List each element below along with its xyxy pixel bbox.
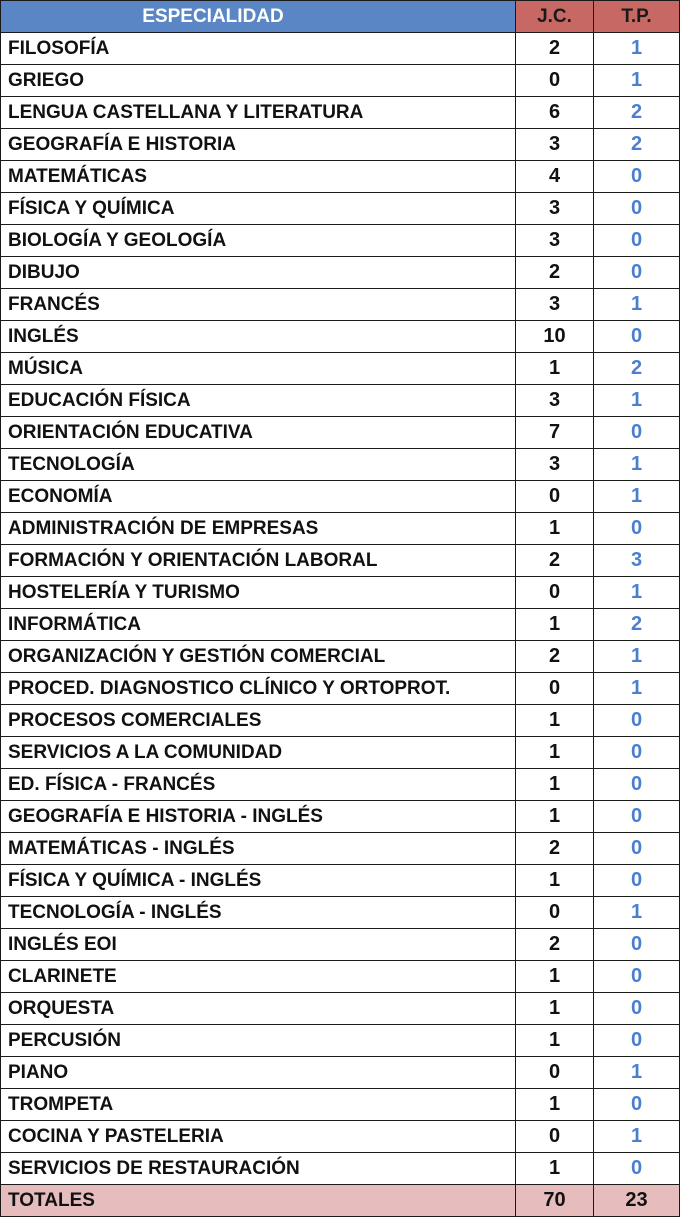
- header-tp: T.P.: [594, 1, 680, 33]
- totals-tp: 23: [594, 1185, 680, 1217]
- row-jc-cell: 1: [516, 737, 594, 769]
- header-especialidad: ESPECIALIDAD: [1, 1, 516, 33]
- row-jc-cell: 1: [516, 1089, 594, 1121]
- totals-jc: 70: [516, 1185, 594, 1217]
- row-name-cell: FORMACIÓN Y ORIENTACIÓN LABORAL: [1, 545, 516, 577]
- table-row: [1, 1025, 680, 1057]
- row-jc-cell: 7: [516, 417, 594, 449]
- row-jc-cell: 1: [516, 801, 594, 833]
- row-name-cell: COCINA Y PASTELERIA: [1, 1121, 516, 1153]
- table-row: [1, 1089, 680, 1121]
- header-jc: J.C.: [516, 1, 594, 33]
- row-tp-cell: 2: [594, 353, 680, 385]
- table-row: [1, 545, 680, 577]
- row-name-cell: TECNOLOGÍA - INGLÉS: [1, 897, 516, 929]
- table-row: [1, 801, 680, 833]
- table-row: [1, 353, 680, 385]
- table-row: [1, 449, 680, 481]
- row-jc-cell: 2: [516, 929, 594, 961]
- row-tp-cell: 1: [594, 1057, 680, 1089]
- row-tp-cell: 1: [594, 641, 680, 673]
- row-jc-cell: 3: [516, 449, 594, 481]
- row-tp-cell: 0: [594, 1153, 680, 1185]
- row-jc-cell: 3: [516, 193, 594, 225]
- row-tp-cell: 0: [594, 513, 680, 545]
- row-name-cell: INGLÉS EOI: [1, 929, 516, 961]
- row-name-cell: ECONOMÍA: [1, 481, 516, 513]
- row-jc-cell: 3: [516, 385, 594, 417]
- row-name-cell: HOSTELERÍA Y TURISMO: [1, 577, 516, 609]
- row-jc-cell: 1: [516, 865, 594, 897]
- row-jc-cell: 6: [516, 97, 594, 129]
- row-tp-cell: 0: [594, 1025, 680, 1057]
- table-row: [1, 929, 680, 961]
- row-name-cell: TECNOLOGÍA: [1, 449, 516, 481]
- row-jc-cell: 0: [516, 577, 594, 609]
- row-name-cell: DIBUJO: [1, 257, 516, 289]
- table-row: [1, 705, 680, 737]
- row-jc-cell: 1: [516, 1025, 594, 1057]
- row-tp-cell: 1: [594, 385, 680, 417]
- row-name-cell: BIOLOGÍA Y GEOLOGÍA: [1, 225, 516, 257]
- row-name-cell: SERVICIOS A LA COMUNIDAD: [1, 737, 516, 769]
- row-jc-cell: 1: [516, 961, 594, 993]
- row-name-cell: MÚSICA: [1, 353, 516, 385]
- row-jc-cell: 2: [516, 257, 594, 289]
- table-row: [1, 225, 680, 257]
- table-row: [1, 1153, 680, 1185]
- table-row: [1, 97, 680, 129]
- table-row: [1, 609, 680, 641]
- row-jc-cell: 0: [516, 1121, 594, 1153]
- row-tp-cell: 0: [594, 321, 680, 353]
- row-name-cell: MATEMÁTICAS: [1, 161, 516, 193]
- row-name-cell: GEOGRAFÍA E HISTORIA - INGLÉS: [1, 801, 516, 833]
- row-tp-cell: 1: [594, 289, 680, 321]
- row-name-cell: LENGUA CASTELLANA Y LITERATURA: [1, 97, 516, 129]
- table-row: [1, 1121, 680, 1153]
- row-tp-cell: 1: [594, 577, 680, 609]
- row-name-cell: PROCED. DIAGNOSTICO CLÍNICO Y ORTOPROT.: [1, 673, 516, 705]
- row-jc-cell: 1: [516, 513, 594, 545]
- row-tp-cell: 0: [594, 1089, 680, 1121]
- row-tp-cell: 0: [594, 801, 680, 833]
- row-tp-cell: 0: [594, 417, 680, 449]
- row-tp-cell: 0: [594, 161, 680, 193]
- totals-row: [1, 1185, 680, 1217]
- row-name-cell: INFORMÁTICA: [1, 609, 516, 641]
- row-tp-cell: 1: [594, 897, 680, 929]
- row-jc-cell: 10: [516, 321, 594, 353]
- table-row: [1, 65, 680, 97]
- row-jc-cell: 1: [516, 993, 594, 1025]
- totals-label: TOTALES: [1, 1185, 516, 1217]
- row-name-cell: CLARINETE: [1, 961, 516, 993]
- row-tp-cell: 1: [594, 65, 680, 97]
- row-tp-cell: 3: [594, 545, 680, 577]
- row-tp-cell: 0: [594, 961, 680, 993]
- row-jc-cell: 0: [516, 897, 594, 929]
- row-name-cell: PERCUSIÓN: [1, 1025, 516, 1057]
- table-row: [1, 577, 680, 609]
- table-row: [1, 641, 680, 673]
- row-name-cell: GRIEGO: [1, 65, 516, 97]
- row-name-cell: FRANCÉS: [1, 289, 516, 321]
- row-tp-cell: 2: [594, 97, 680, 129]
- row-tp-cell: 0: [594, 833, 680, 865]
- row-tp-cell: 0: [594, 225, 680, 257]
- row-jc-cell: 2: [516, 833, 594, 865]
- row-tp-cell: 0: [594, 193, 680, 225]
- table-row: [1, 289, 680, 321]
- row-tp-cell: 1: [594, 449, 680, 481]
- row-name-cell: TROMPETA: [1, 1089, 516, 1121]
- row-jc-cell: 2: [516, 545, 594, 577]
- row-name-cell: GEOGRAFÍA E HISTORIA: [1, 129, 516, 161]
- row-tp-cell: 1: [594, 1121, 680, 1153]
- table-row: [1, 481, 680, 513]
- row-tp-cell: 1: [594, 673, 680, 705]
- row-name-cell: FÍSICA Y QUÍMICA: [1, 193, 516, 225]
- row-jc-cell: 0: [516, 65, 594, 97]
- row-jc-cell: 0: [516, 1057, 594, 1089]
- header-row: [1, 1, 680, 33]
- table-row: [1, 385, 680, 417]
- row-jc-cell: 0: [516, 673, 594, 705]
- row-name-cell: FÍSICA Y QUÍMICA - INGLÉS: [1, 865, 516, 897]
- row-jc-cell: 0: [516, 481, 594, 513]
- table-row: [1, 897, 680, 929]
- row-tp-cell: 0: [594, 705, 680, 737]
- row-name-cell: PROCESOS COMERCIALES: [1, 705, 516, 737]
- table-row: [1, 865, 680, 897]
- row-jc-cell: 3: [516, 289, 594, 321]
- row-name-cell: ED. FÍSICA - FRANCÉS: [1, 769, 516, 801]
- row-tp-cell: 0: [594, 737, 680, 769]
- table-row: [1, 257, 680, 289]
- row-name-cell: PIANO: [1, 1057, 516, 1089]
- table-row: [1, 193, 680, 225]
- row-jc-cell: 1: [516, 769, 594, 801]
- table-row: [1, 161, 680, 193]
- row-name-cell: FILOSOFÍA: [1, 33, 516, 65]
- row-jc-cell: 2: [516, 33, 594, 65]
- row-name-cell: ORIENTACIÓN EDUCATIVA: [1, 417, 516, 449]
- row-jc-cell: 2: [516, 641, 594, 673]
- row-tp-cell: 0: [594, 865, 680, 897]
- row-jc-cell: 1: [516, 353, 594, 385]
- table-row: [1, 833, 680, 865]
- table-row: [1, 737, 680, 769]
- table-row: [1, 513, 680, 545]
- table-row: [1, 417, 680, 449]
- row-jc-cell: 4: [516, 161, 594, 193]
- row-tp-cell: 2: [594, 609, 680, 641]
- row-tp-cell: 0: [594, 257, 680, 289]
- row-tp-cell: 0: [594, 929, 680, 961]
- row-tp-cell: 1: [594, 33, 680, 65]
- row-name-cell: EDUCACIÓN FÍSICA: [1, 385, 516, 417]
- table-row: [1, 961, 680, 993]
- table-row: [1, 673, 680, 705]
- row-jc-cell: 3: [516, 225, 594, 257]
- row-tp-cell: 1: [594, 481, 680, 513]
- row-name-cell: ADMINISTRACIÓN DE EMPRESAS: [1, 513, 516, 545]
- row-name-cell: INGLÉS: [1, 321, 516, 353]
- row-tp-cell: 0: [594, 769, 680, 801]
- table-row: [1, 769, 680, 801]
- table-row: [1, 33, 680, 65]
- row-jc-cell: 3: [516, 129, 594, 161]
- table-row: [1, 993, 680, 1025]
- table-row: [1, 321, 680, 353]
- row-tp-cell: 0: [594, 993, 680, 1025]
- table-body: [1, 33, 680, 1185]
- row-jc-cell: 1: [516, 1153, 594, 1185]
- row-name-cell: ORGANIZACIÓN Y GESTIÓN COMERCIAL: [1, 641, 516, 673]
- row-jc-cell: 1: [516, 705, 594, 737]
- table-row: [1, 1057, 680, 1089]
- row-jc-cell: 1: [516, 609, 594, 641]
- row-tp-cell: 2: [594, 129, 680, 161]
- row-name-cell: ORQUESTA: [1, 993, 516, 1025]
- row-name-cell: SERVICIOS DE RESTAURACIÓN: [1, 1153, 516, 1185]
- row-name-cell: MATEMÁTICAS - INGLÉS: [1, 833, 516, 865]
- table-row: [1, 129, 680, 161]
